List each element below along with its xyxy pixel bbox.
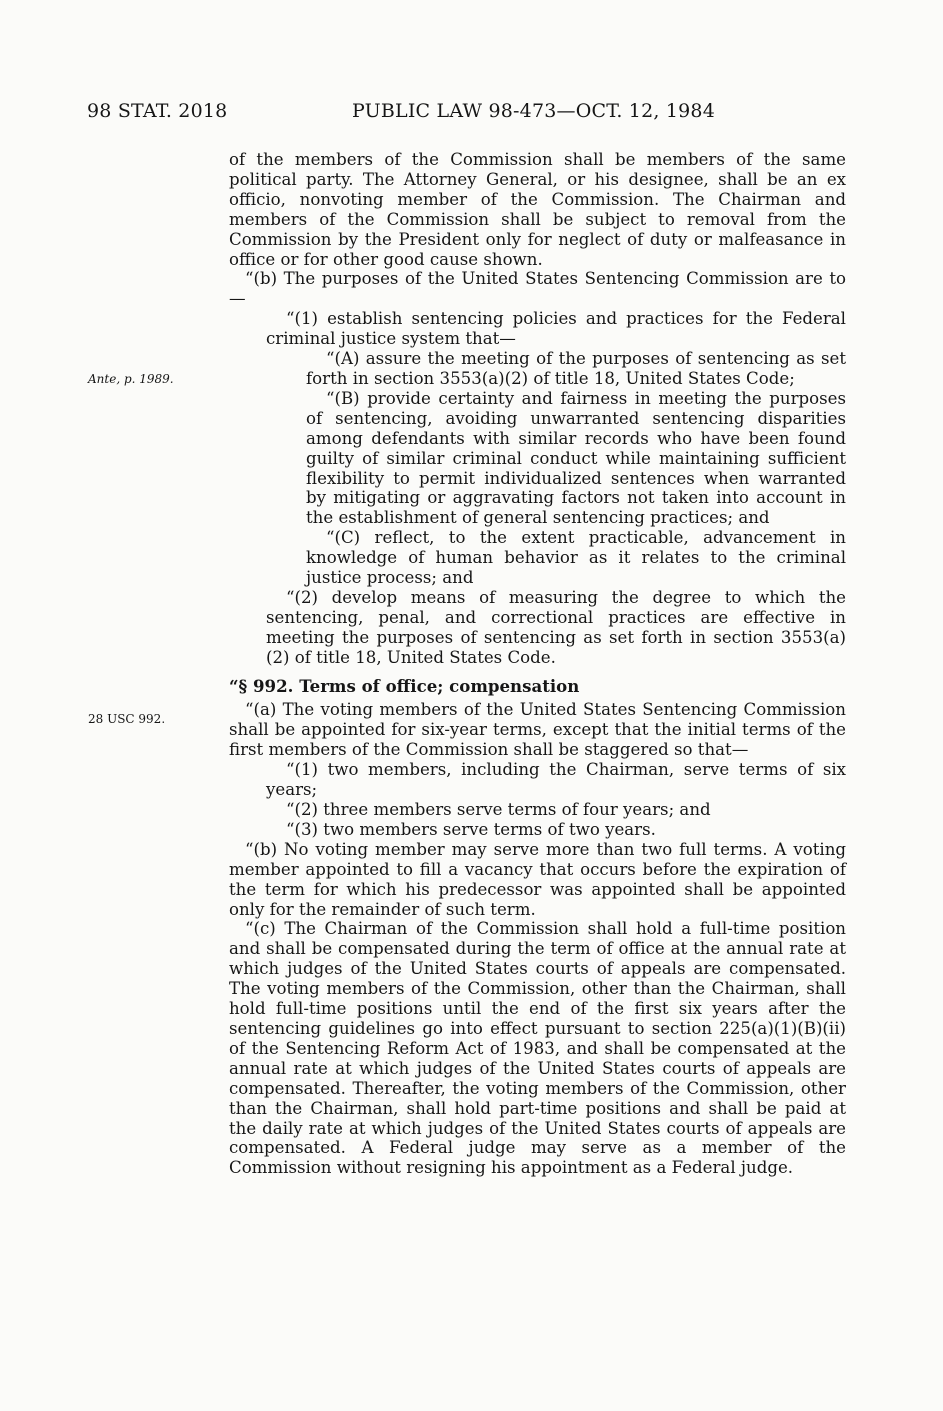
paragraph-purposes: “(b) The purposes of the United States Sentencing Commission are to— bbox=[229, 269, 846, 309]
statute-page-number: 98 STAT. 2018 bbox=[87, 100, 228, 122]
paragraph-continuation: of the members of the Commission shall be members of the same political party. The Attorney General, or his designee, shall be an ex officio, nonvoting member of the Commission. The Chairman and members of the Commission shall be subject to removal from the Commission by the President only for neglect of duty or malfeasance in office or for other good cause shown. bbox=[229, 150, 846, 269]
paragraph-item-a: “(A) assure the meeting of the purposes of sentencing as set forth in section 3553(a)(2) of title 18, United States Code; bbox=[306, 349, 846, 388]
paragraph-item-c: “(C) reflect, to the extent practicable, advancement in knowledge of human behavior as it relates to the criminal justice process; and bbox=[306, 528, 846, 588]
page-header bbox=[0, 100, 943, 130]
paragraph-item-1: “(1) establish sentencing policies and practices for the Federal criminal justice system that— bbox=[266, 309, 846, 349]
paragraph-term-1: “(1) two members, including the Chairman, serve terms of six years; bbox=[266, 760, 846, 800]
public-law-title: PUBLIC LAW 98-473—OCT. 12, 1984 bbox=[352, 100, 716, 122]
paragraph-item-2: “(2) develop means of measuring the degree to which the sentencing, penal, and correctional practices are effective in meeting the purposes of sentencing as set forth in section 3553(a)(2) of title 18, United States Code. bbox=[266, 587, 846, 667]
margin-note-ante: Ante, p. 1989. bbox=[88, 372, 174, 386]
paragraph-terms-c: “(c) The Chairman of the Commission shall hold a full-time position and shall be compensated during the term of office at the annual rate at which judges of the United States courts of appeals are compensated. The voting members of the Commission, other than the Chairman, shall hold full-time positions until the end of the first six years after the sentencing guidelines go into effect pursuant to section 225(a)(1)(B)(ii) of the Sentencing Reform Act of 1983, and shall be compensated at the annual rate at which judges of the United States courts of appeals are compensated. Thereafter, the voting members of the Commission, other than the Chairman, shall hold part-time positions and shall be paid at the daily rate at which judges of the United States courts of appeals are compensated. A Federal judge may serve as a member of the Commission without resigning his appointment as a Federal judge. bbox=[229, 919, 846, 1178]
document-body bbox=[229, 150, 846, 1178]
section-heading: “§ 992. Terms of office; compensation bbox=[229, 675, 580, 696]
paragraph-terms-a: “(a) The voting members of the United States Sentencing Commission shall be appointed for six-year terms, except that the initial terms of the first members of the Commission shall be staggered so that— bbox=[229, 700, 846, 760]
paragraph-item-b: “(B) provide certainty and fairness in meeting the purposes of sentencing, avoiding unwarranted sentencing disparities among defendants with similar records who have been found guilty of similar criminal conduct while maintaining sufficient flexibility to permit individualized sentences when warranted by mitigating or aggravating factors not taken into account in the establishment of general sentencing practices; and bbox=[306, 388, 846, 528]
paragraph-term-3: “(3) two members serve terms of two years. bbox=[286, 819, 656, 839]
paragraph-terms-b: “(b) No voting member may serve more than two full terms. A voting member appointed to fill a vacancy that occurs before the expiration of the term for which his predecessor was appointed shall be appointed only for the remainder of such term. bbox=[229, 839, 846, 919]
paragraph-term-2: “(2) three members serve terms of four years; and bbox=[286, 800, 711, 819]
margin-note-usc: 28 USC 992. bbox=[88, 712, 166, 726]
